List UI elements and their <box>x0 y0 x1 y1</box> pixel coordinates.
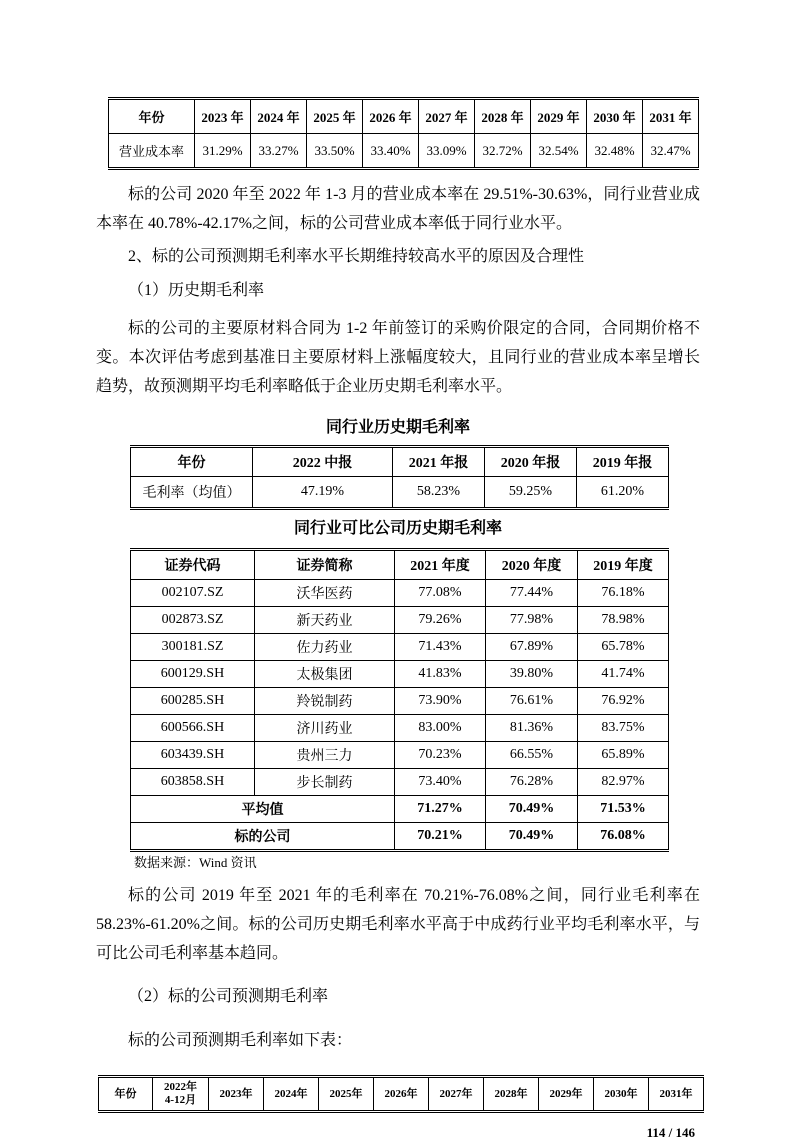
table-cell: 70.23% <box>395 742 486 769</box>
column-header: 2020 年度 <box>486 550 578 580</box>
table-row <box>131 477 669 509</box>
column-header: 年份 <box>109 99 195 134</box>
column-header: 2030 年 <box>587 99 643 134</box>
paragraph-raw-material: 标的公司的主要原材料合同为 1-2 年前签订的采购价限定的合同，合同期价格不变。本次评估考虑到基准日主要原材料上涨幅度较大，且同行业的营业成本率呈增长趋势，故预测期平均毛利率略低于企业历史期毛利率水平。 <box>96 320 700 395</box>
table-average-row <box>131 796 669 823</box>
subsection-heading-2: （2）标的公司预测期毛利率 <box>128 988 329 1005</box>
table-cell: 沃华医药 <box>255 580 395 607</box>
column-header: 证券简称 <box>255 550 395 580</box>
column-header: 2025年 <box>319 1077 374 1112</box>
table-cell: 600129.SH <box>131 661 255 688</box>
column-header: 2027年 <box>429 1077 484 1112</box>
table-target-row <box>131 823 669 851</box>
table-cell: 71.27% <box>395 796 486 823</box>
table-cell: 81.36% <box>486 715 578 742</box>
column-header: 年份 <box>131 447 253 477</box>
table-row <box>131 580 669 607</box>
table-header-row <box>131 550 669 580</box>
table-cell: 77.08% <box>395 580 486 607</box>
paragraph-margin-summary: 标的公司 2019 年至 2021 年的毛利率在 70.21%-76.08%之间，同行业毛利率在 58.23%-61.20%之间。标的公司历史期毛利率水平高于中成药行业平均毛利率水平，与可比公司毛利率基本趋同。 <box>96 887 700 962</box>
row-label: 平均值 <box>131 796 395 823</box>
table-cell: 33.50% <box>307 134 363 169</box>
table-cell: 39.80% <box>486 661 578 688</box>
table-cell: 73.40% <box>395 769 486 796</box>
table-cell: 76.08% <box>578 823 669 851</box>
column-header: 2025 年 <box>307 99 363 134</box>
table-cell: 太极集团 <box>255 661 395 688</box>
table-row <box>131 715 669 742</box>
column-header: 2023年 <box>209 1077 264 1112</box>
table-row <box>131 688 669 715</box>
column-header: 证券代码 <box>131 550 255 580</box>
table-cell: 济川药业 <box>255 715 395 742</box>
table-cell: 33.27% <box>251 134 307 169</box>
table-cell: 83.75% <box>578 715 669 742</box>
table-cell: 83.00% <box>395 715 486 742</box>
page-number: 114 / 146 <box>646 1125 695 1141</box>
column-header: 2031年 <box>649 1077 704 1112</box>
table-cell: 步长制药 <box>255 769 395 796</box>
table-cell: 70.49% <box>486 796 578 823</box>
table-cell: 002873.SZ <box>131 607 255 634</box>
table-cell: 73.90% <box>395 688 486 715</box>
table-cell: 70.49% <box>486 823 578 851</box>
table-cell: 33.09% <box>419 134 475 169</box>
table-cell: 佐力药业 <box>255 634 395 661</box>
table-cell: 78.98% <box>578 607 669 634</box>
table-row <box>109 134 699 169</box>
paragraph-cost-ratio-summary: 标的公司 2020 年至 2022 年 1-3 月的营业成本率在 29.51%-30.63%，同行业营业成本率在 40.78%-42.17%之间，标的公司营业成本率低于同行业水平。 <box>96 186 700 232</box>
table-cell: 71.43% <box>395 634 486 661</box>
table-cell: 58.23% <box>393 477 485 509</box>
header-line: 2022年 <box>164 1081 197 1093</box>
table-header-row <box>99 1077 704 1112</box>
table-cell: 32.47% <box>643 134 699 169</box>
table-header-row <box>131 447 669 477</box>
table-row <box>131 634 669 661</box>
table-cell: 61.20% <box>577 477 669 509</box>
table-cell: 76.28% <box>486 769 578 796</box>
table-row <box>131 607 669 634</box>
row-label: 标的公司 <box>131 823 395 851</box>
column-header: 2028年 <box>484 1077 539 1112</box>
column-header: 2019 年报 <box>577 447 669 477</box>
table-cell: 65.89% <box>578 742 669 769</box>
comparable-companies-table <box>130 548 669 852</box>
column-header: 2027 年 <box>419 99 475 134</box>
column-header: 2022 中报 <box>253 447 393 477</box>
row-label: 营业成本率 <box>109 134 195 169</box>
table-title-industry-margin: 同行业历史期毛利率 <box>325 419 470 436</box>
industry-margin-table <box>130 445 669 510</box>
table-cell: 新天药业 <box>255 607 395 634</box>
column-header: 2021 年度 <box>395 550 486 580</box>
row-label: 毛利率（均值） <box>131 477 253 509</box>
table-cell: 603439.SH <box>131 742 255 769</box>
table-cell: 82.97% <box>578 769 669 796</box>
table-cell: 31.29% <box>195 134 251 169</box>
table-cell: 66.55% <box>486 742 578 769</box>
table-cell: 33.40% <box>363 134 419 169</box>
column-header: 2030年 <box>594 1077 649 1112</box>
table-cell: 76.18% <box>578 580 669 607</box>
section-heading-2: 2、标的公司预测期毛利率水平长期维持较高水平的原因及合理性 <box>128 248 585 265</box>
forecast-margin-table <box>98 1075 704 1113</box>
table-cell: 76.92% <box>578 688 669 715</box>
table-cell: 47.19% <box>253 477 393 509</box>
column-header: 2029 年 <box>531 99 587 134</box>
operating-cost-ratio-table <box>108 97 699 170</box>
table-cell: 71.53% <box>578 796 669 823</box>
column-header: 年份 <box>99 1077 153 1112</box>
paragraph-forecast-lead: 标的公司预测期毛利率如下表： <box>128 1032 353 1049</box>
table-cell: 32.72% <box>475 134 531 169</box>
table-cell: 70.21% <box>395 823 486 851</box>
table-cell: 32.54% <box>531 134 587 169</box>
table-header-row <box>109 99 699 134</box>
table-cell: 41.74% <box>578 661 669 688</box>
table-cell: 59.25% <box>485 477 577 509</box>
table-cell: 79.26% <box>395 607 486 634</box>
table-cell: 67.89% <box>486 634 578 661</box>
column-header <box>153 1077 209 1112</box>
table-cell: 77.44% <box>486 580 578 607</box>
table-cell: 002107.SZ <box>131 580 255 607</box>
column-header: 2026年 <box>374 1077 429 1112</box>
column-header: 2024 年 <box>251 99 307 134</box>
column-header: 2028 年 <box>475 99 531 134</box>
column-header: 2019 年度 <box>578 550 669 580</box>
table-cell: 羚锐制药 <box>255 688 395 715</box>
table-title-comparable: 同行业可比公司历史期毛利率 <box>293 520 502 537</box>
column-header: 2031 年 <box>643 99 699 134</box>
header-line: 4-12月 <box>164 1094 197 1107</box>
table-cell: 65.78% <box>578 634 669 661</box>
table-row <box>131 742 669 769</box>
table-cell: 600566.SH <box>131 715 255 742</box>
table-cell: 76.61% <box>486 688 578 715</box>
table-row <box>131 661 669 688</box>
table-cell: 603858.SH <box>131 769 255 796</box>
subsection-heading-1: （1）历史期毛利率 <box>128 282 265 299</box>
table-cell: 41.83% <box>395 661 486 688</box>
table-cell: 600285.SH <box>131 688 255 715</box>
table-cell: 77.98% <box>486 607 578 634</box>
column-header: 2023 年 <box>195 99 251 134</box>
column-header: 2021 年报 <box>393 447 485 477</box>
table-cell: 贵州三力 <box>255 742 395 769</box>
data-source-note: 数据来源：Wind 资讯 <box>134 855 257 870</box>
table-row <box>131 769 669 796</box>
column-header: 2020 年报 <box>485 447 577 477</box>
table-cell: 32.48% <box>587 134 643 169</box>
column-header: 2024年 <box>264 1077 319 1112</box>
column-header: 2029年 <box>539 1077 594 1112</box>
table-cell: 300181.SZ <box>131 634 255 661</box>
column-header: 2026 年 <box>363 99 419 134</box>
